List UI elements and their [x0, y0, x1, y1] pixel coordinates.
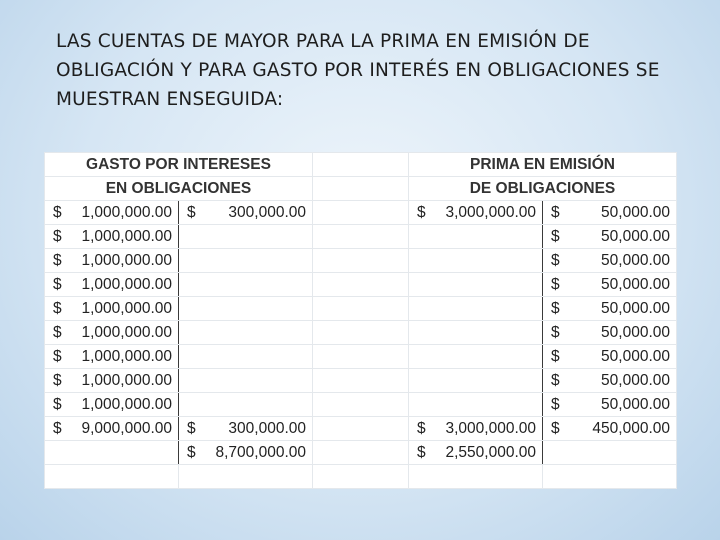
- debit-cell: [45, 249, 179, 273]
- ledger-row: [409, 297, 677, 321]
- debit-cell: [409, 201, 543, 225]
- ledger-row: [45, 345, 409, 369]
- credit-cell: [543, 321, 677, 345]
- credit-amount: 50,000.00: [601, 395, 670, 413]
- credit-cell: [543, 417, 677, 441]
- credit-cell: [179, 201, 313, 225]
- debit-cell: [409, 273, 543, 297]
- credit-amount: 50,000.00: [601, 203, 670, 221]
- debit-cell: [409, 249, 543, 273]
- currency-symbol: $: [53, 323, 62, 341]
- currency-symbol: $: [187, 419, 196, 437]
- debit-cell: [409, 345, 543, 369]
- credit-cell: [179, 441, 313, 465]
- credit-amount: 50,000.00: [601, 251, 670, 269]
- credit-cell: [543, 369, 677, 393]
- debit-amount: 9,000,000.00: [81, 419, 172, 437]
- ledger-row: [45, 201, 409, 225]
- currency-symbol: $: [53, 227, 62, 245]
- credit-amount: 450,000.00: [592, 419, 670, 437]
- credit-cell: [543, 225, 677, 249]
- currency-symbol: $: [551, 227, 560, 245]
- credit-cell: [179, 297, 313, 321]
- ledger-row: [409, 369, 677, 393]
- ledger-row: [409, 273, 677, 297]
- ledger-row: [45, 273, 409, 297]
- ledger-row: [45, 441, 409, 465]
- ledger-row: [409, 345, 677, 369]
- debit-cell: [45, 201, 179, 225]
- debit-cell: [45, 369, 179, 393]
- credit-cell: [543, 297, 677, 321]
- credit-cell: [543, 201, 677, 225]
- ledger-row: [409, 201, 677, 225]
- credit-cell: [179, 417, 313, 441]
- currency-symbol: $: [187, 203, 196, 221]
- currency-symbol: $: [551, 275, 560, 293]
- ledger-header-line2: EN OBLIGACIONES: [45, 177, 313, 201]
- debit-amount: 1,000,000.00: [81, 251, 172, 269]
- ledger-row: [409, 249, 677, 273]
- currency-symbol: $: [417, 419, 426, 437]
- ledger-row: [45, 417, 409, 441]
- credit-amount: 8,700,000.00: [215, 443, 306, 461]
- currency-symbol: $: [551, 299, 560, 317]
- debit-cell: [45, 393, 179, 417]
- credit-amount: 300,000.00: [228, 203, 306, 221]
- currency-symbol: $: [551, 203, 560, 221]
- credit-cell: [179, 225, 313, 249]
- ledger-row: [45, 249, 409, 273]
- ledger-row: [409, 393, 677, 417]
- credit-cell: [179, 345, 313, 369]
- debit-amount: 1,000,000.00: [81, 395, 172, 413]
- credit-cell: [543, 273, 677, 297]
- currency-symbol: $: [53, 371, 62, 389]
- debit-amount: 1,000,000.00: [81, 347, 172, 365]
- ledger-header-line2: DE OBLIGACIONES: [409, 177, 677, 201]
- debit-cell: [409, 369, 543, 393]
- ledger-row: [45, 297, 409, 321]
- debit-cell: [409, 321, 543, 345]
- debit-amount: 1,000,000.00: [81, 299, 172, 317]
- currency-symbol: $: [53, 275, 62, 293]
- currency-symbol: $: [53, 251, 62, 269]
- currency-symbol: $: [551, 347, 560, 365]
- currency-symbol: $: [551, 395, 560, 413]
- debit-cell: [409, 297, 543, 321]
- credit-cell: [179, 393, 313, 417]
- credit-amount: 50,000.00: [601, 275, 670, 293]
- credit-cell: [543, 441, 677, 465]
- debit-amount: 1,000,000.00: [81, 227, 172, 245]
- debit-amount: 1,000,000.00: [81, 203, 172, 221]
- credit-cell: [543, 345, 677, 369]
- currency-symbol: $: [53, 203, 62, 221]
- currency-symbol: $: [551, 323, 560, 341]
- debit-cell: [45, 273, 179, 297]
- debit-amount: 1,000,000.00: [81, 371, 172, 389]
- currency-symbol: $: [187, 443, 196, 461]
- credit-cell: [179, 369, 313, 393]
- debit-cell: [409, 441, 543, 465]
- credit-cell: [179, 249, 313, 273]
- debit-cell: [45, 417, 179, 441]
- ledger-gasto-intereses: [44, 152, 409, 489]
- debit-cell: [409, 417, 543, 441]
- debit-amount: 1,000,000.00: [81, 323, 172, 341]
- ledger-row: [45, 369, 409, 393]
- credit-cell: [179, 273, 313, 297]
- credit-cell: [179, 321, 313, 345]
- currency-symbol: $: [53, 347, 62, 365]
- ledger-row: [409, 321, 677, 345]
- credit-amount: 50,000.00: [601, 299, 670, 317]
- currency-symbol: $: [551, 371, 560, 389]
- credit-amount: 50,000.00: [601, 371, 670, 389]
- currency-symbol: $: [417, 443, 426, 461]
- currency-symbol: $: [53, 395, 62, 413]
- debit-amount: 3,000,000.00: [445, 203, 536, 221]
- debit-cell: [45, 225, 179, 249]
- debit-cell: [45, 345, 179, 369]
- debit-amount: 3,000,000.00: [445, 419, 536, 437]
- debit-cell: [409, 225, 543, 249]
- credit-amount: 50,000.00: [601, 347, 670, 365]
- ledger-row: [45, 393, 409, 417]
- ledger-header-line1: GASTO POR INTERESES: [45, 153, 313, 177]
- credit-amount: 50,000.00: [601, 227, 670, 245]
- ledger-row: [45, 225, 409, 249]
- credit-cell: [543, 249, 677, 273]
- ledger-row: [409, 441, 677, 465]
- ledger-row: [45, 321, 409, 345]
- debit-amount: 2,550,000.00: [445, 443, 536, 461]
- slide-title: LAS CUENTAS DE MAYOR PARA LA PRIMA EN EMISIÓN DE OBLIGACIÓN Y PARA GASTO POR INTERÉS EN OBLIGACIONES SE MUESTRAN ENSEGUIDA:: [56, 31, 660, 110]
- credit-cell: [543, 393, 677, 417]
- debit-amount: 1,000,000.00: [81, 275, 172, 293]
- currency-symbol: $: [53, 419, 62, 437]
- debit-cell: [45, 441, 179, 465]
- debit-cell: [45, 297, 179, 321]
- ledger-row: [409, 417, 677, 441]
- currency-symbol: $: [53, 299, 62, 317]
- ledger-row: [409, 225, 677, 249]
- currency-symbol: $: [551, 251, 560, 269]
- debit-cell: [409, 393, 543, 417]
- debit-cell: [45, 321, 179, 345]
- currency-symbol: $: [417, 203, 426, 221]
- ledger-header-line1: PRIMA EN EMISIÓN: [409, 153, 677, 177]
- credit-amount: 300,000.00: [228, 419, 306, 437]
- credit-amount: 50,000.00: [601, 323, 670, 341]
- ledger-prima-emision: [408, 152, 677, 489]
- currency-symbol: $: [551, 419, 560, 437]
